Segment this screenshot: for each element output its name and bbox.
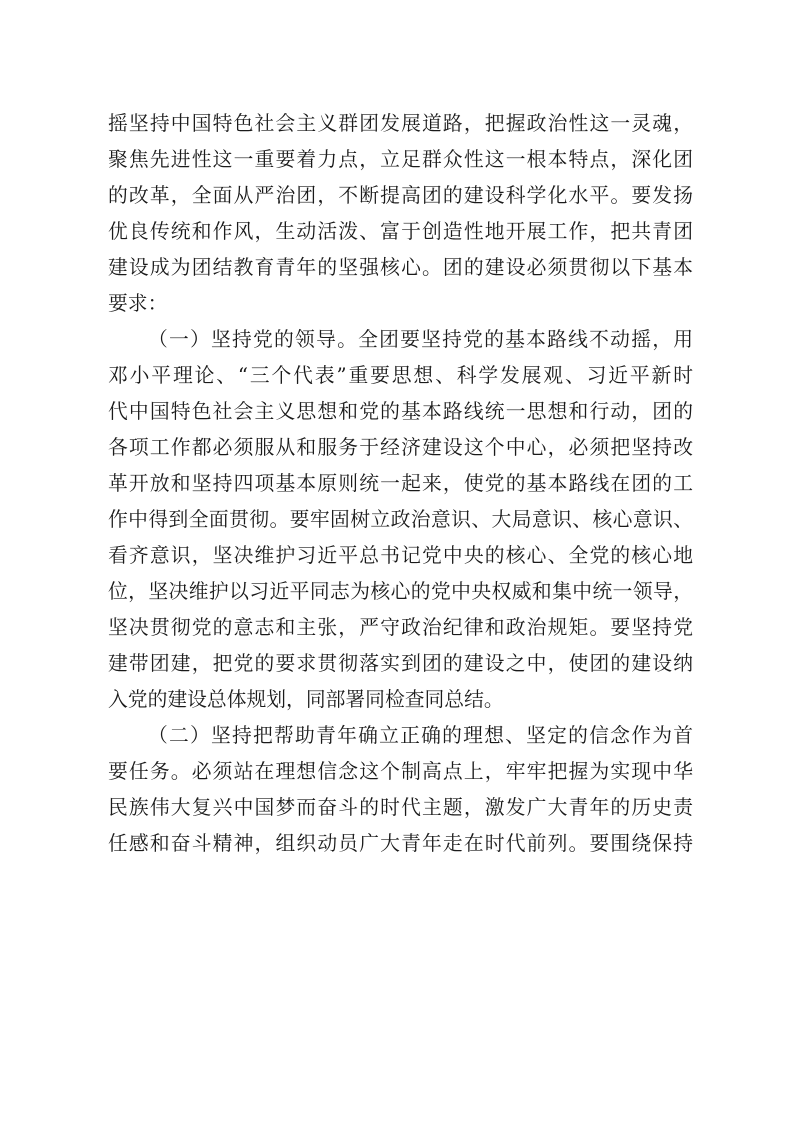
text-line: 坚决贯彻党的意志和主张，严守政治纪律和政治规矩。要坚持党 — [108, 616, 693, 639]
section-heading-line: （一）坚持党的领导。全团要坚持党的基本路线不动摇，用 — [148, 328, 693, 351]
text-line: 要任务。必须站在理想信念这个制高点上，牢牢把握为实现中华 — [108, 760, 693, 783]
text-line: 邓小平理论、“三个代表”重要思想、科学发展观、习近平新时 — [108, 364, 693, 387]
text-line: 作中得到全面贯彻。要牢固树立政治意识、大局意识、核心意识、 — [108, 508, 693, 531]
text-line: 的改革，全面从严治团，不断提高团的建设科学化水平。要发扬 — [108, 184, 693, 207]
text-line: 各项工作都必须服从和服务于经济建设这个中心，必须把坚持改 — [108, 436, 693, 459]
text-line: 摇坚持中国特色社会主义群团发展道路，把握政治性这一灵魂， — [108, 112, 693, 135]
text-line: 任感和奋斗精神，组织动员广大青年走在时代前列。要围绕保持 — [108, 832, 693, 855]
section-heading-line: （二）坚持把帮助青年确立正确的理想、坚定的信念作为首 — [148, 724, 693, 747]
text-line: 代中国特色社会主义思想和党的基本路线统一思想和行动，团的 — [108, 400, 693, 423]
text-line: 聚焦先进性这一重要着力点，立足群众性这一根本特点，深化团 — [108, 148, 693, 171]
text-line: 要求： — [108, 292, 168, 315]
text-line: 民族伟大复兴中国梦而奋斗的时代主题，激发广大青年的历史责 — [108, 796, 693, 819]
text-line: 优良传统和作风，生动活泼、富于创造性地开展工作，把共青团 — [108, 220, 693, 243]
text-line: 革开放和坚持四项基本原则统一起来，使党的基本路线在团的工 — [108, 472, 693, 495]
text-line: 位，坚决维护以习近平同志为核心的党中央权威和集中统一领导， — [108, 580, 693, 603]
body-text — [108, 106, 693, 862]
text-line: 入党的建设总体规划，同部署同检查同总结。 — [108, 688, 504, 711]
text-line: 看齐意识，坚决维护习近平总书记党中央的核心、全党的核心地 — [108, 544, 693, 567]
text-line: 建设成为团结教育青年的坚强核心。团的建设必须贯彻以下基本 — [108, 256, 693, 279]
text-line: 建带团建，把党的要求贯彻落实到团的建设之中，使团的建设纳 — [108, 652, 693, 675]
